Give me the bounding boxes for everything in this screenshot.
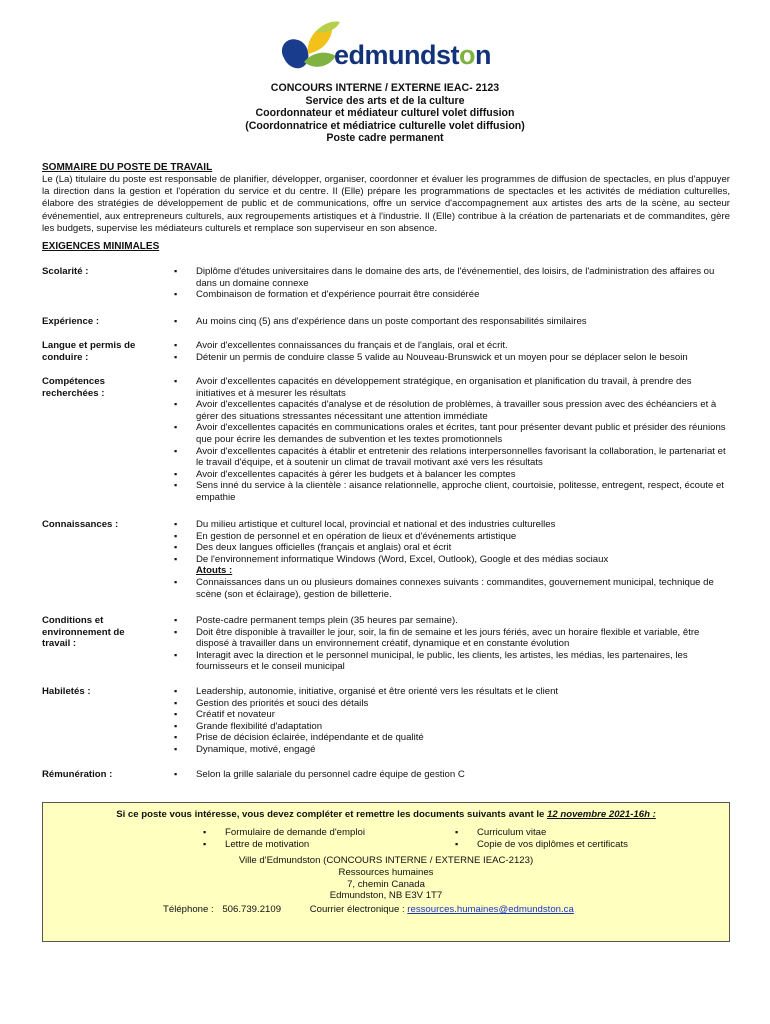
application-deadline: 12 novembre 2021-16h : — [547, 809, 656, 820]
req-list — [174, 316, 732, 328]
documents-list-left — [203, 827, 365, 851]
phone-number: 506.739.2109 — [222, 904, 282, 915]
list-item: ▪ Diplôme d'études universitaires dans le domaine des arts, de l'événementiel, des loisirs, de l'administration des affaires ou dans un domaine connexe — [174, 266, 732, 289]
address-line: Edmundston, NB E3V 1T7 — [329, 890, 443, 902]
req-label: Rémunération : — [42, 769, 113, 780]
position-title-feminine: (Coordonnatrice et médiatrice culturelle volet diffusion) — [245, 119, 525, 132]
address-line: Ville d'Edmundston (CONCOURS INTERNE / EXTERNE IEAC-2123) — [238, 855, 534, 866]
list-item: ▪ Lettre de motivation — [203, 839, 365, 851]
list-item: ▪ Des deux langues officielles (français et anglais) oral et écrit — [174, 542, 732, 554]
application-intro: Si ce poste vous intéresse, vous devez compléter et remettre les documents suivants avant le — [116, 809, 548, 820]
mailing-address — [43, 855, 729, 902]
requirements-title: EXIGENCES MINIMALES — [42, 241, 160, 252]
edmundston-logo — [276, 18, 491, 80]
list-item: ▪ Connaissances dans un ou plusieurs domaines connexes suivants : commandites, gouvernement municipal, technique de scène (son et éclairage), gestion de billetterie. — [174, 577, 732, 600]
application-instructions — [43, 809, 729, 821]
list-item: ▪ Dynamique, motivé, engagé — [174, 744, 732, 756]
phone-label: Téléphone : — [163, 904, 214, 915]
application-box — [42, 802, 730, 942]
list-item: ▪ Avoir d'excellentes capacités en communications orales et écrites, tant pour présenter devant public et présider des réunions que pour écrire les demandes de subvention et les textes promotionnels — [174, 422, 732, 445]
list-item: ▪ Selon la grille salariale du personnel cadre équipe de gestion C — [174, 769, 732, 781]
list-item: ▪ Copie de vos diplômes et certificats — [455, 839, 628, 851]
list-item: ▪ Avoir d'excellentes capacités à établir et entretenir des relations interpersonnelles favorisant la collaboration, le partenariat et le travail d'équipe, et à soutenir un climat de travail motivant axé vers les résultats — [174, 446, 732, 469]
competition-title: CONCOURS INTERNE / EXTERNE IEAC- 2123 — [270, 82, 500, 94]
req-list — [174, 266, 732, 301]
list-item: ▪ Avoir d'excellentes capacités d'analyse et de résolution de problèmes, à travailler sous pression avec des échéanciers et à gérer des situations stressantes nécessitant une attention immédiate — [174, 399, 732, 422]
list-item: ▪ Formulaire de demande d'emploi — [203, 827, 365, 839]
req-label: Connaissances : — [42, 519, 119, 530]
req-label: Conditions et environnement de travail : — [42, 615, 125, 650]
list-item: ▪ Interagit avec la direction et le personnel municipal, le public, les clients, les artistes, les médias, les partenaires, les fournisseurs et le conseil municipal — [174, 650, 732, 673]
req-label: Scolarité : — [42, 266, 89, 277]
list-item: ▪ Avoir d'excellentes connaissances du français et de l'anglais, oral et écrit. — [174, 340, 732, 352]
list-item: ▪ Au moins cinq (5) ans d'expérience dans un poste comportant des responsabilités similaires — [174, 316, 732, 328]
req-label: Expérience : — [42, 316, 100, 327]
req-label: Langue et permis de conduire : — [42, 340, 136, 363]
list-item: ▪ Grande flexibilité d'adaptation — [174, 721, 732, 733]
list-item: ▪ Curriculum vitae — [455, 827, 628, 839]
list-item: ▪ Combinaison de formation et d'expérience pourrait être considérée — [174, 289, 732, 301]
address-line: Ressources humaines — [338, 866, 434, 878]
req-list — [174, 615, 732, 673]
documents-list-right — [455, 827, 628, 851]
req-list — [174, 376, 732, 504]
list-item: ▪ Gestion des priorités et souci des détails — [174, 698, 732, 710]
list-item: ▪ Poste-cadre permanent temps plein (35 heures par semaine). — [174, 615, 732, 627]
req-list — [174, 769, 732, 781]
position-type: Poste cadre permanent — [326, 132, 444, 145]
list-item: ▪ En gestion de personnel et en opération de lieux et d'événements artistique — [174, 531, 732, 543]
list-item: ▪ Avoir d'excellentes capacités à gérer les budgets et à balancer les comptes — [174, 469, 732, 481]
list-item: ▪ Créatif et novateur — [174, 709, 732, 721]
service-name: Service des arts et de la culture — [305, 94, 465, 107]
position-title: Coordonnateur et médiateur culturel volet diffusion — [255, 107, 515, 120]
summary-title: SOMMAIRE DU POSTE DE TRAVAIL — [42, 162, 213, 173]
req-list — [174, 519, 732, 600]
list-item: ▪ Sens inné du service à la clientèle : aisance relationnelle, approche client, courtoisie, politesse, entregent, respect, écoute et empathie — [174, 480, 732, 503]
posting-header — [0, 82, 770, 145]
logo-wordmark: edmundston — [334, 40, 492, 70]
list-item: ▪ De l'environnement informatique Windows (Word, Excel, Outlook), Google et des médias sociaux — [174, 554, 732, 566]
list-item: ▪ Détenir un permis de conduire classe 5 valide au Nouveau-Brunswick et un moyen pour se déplacer selon le besoin — [174, 352, 732, 364]
list-item: ▪ Avoir d'excellentes capacités en développement stratégique, en organisation et planification du travail, à prendre des initiatives et à mesurer les résultats — [174, 376, 732, 399]
contact-line — [163, 904, 574, 916]
list-item: ▪ Prise de décision éclairée, indépendante et de qualité — [174, 732, 732, 744]
req-list — [174, 340, 732, 363]
list-item: ▪ Du milieu artistique et culturel local, provincial et national et des industries culturelles — [174, 519, 732, 531]
address-line: 7, chemin Canada — [347, 878, 425, 890]
email-label: Courrier électronique : — [309, 904, 405, 915]
atouts-label: Atouts : — [196, 565, 233, 577]
atouts-heading — [174, 565, 732, 577]
email-link[interactable]: ressources.humaines@edmundston.ca — [407, 904, 574, 915]
req-list — [174, 686, 732, 756]
list-item: ▪ Doit être disponible à travailler le jour, soir, la fin de semaine et les jours fériés, avec un horaire flexible et variable, être disposé à travailler dans un environnement créatif, dynamique et en constante évolution — [174, 627, 732, 650]
summary-text: Le (La) titulaire du poste est responsable de planifier, développer, organiser, coordonner et évaluer les programmes de diffusion de spectacles, en plus d'appuyer la direction dans la gestion et l'opération du service et du centre. Il (Elle) prépare les programmations de spectacles et les activités de médiation culturelles, élabore des stratégies de développement de public et de communications, offre un service d'accompagnement aux artistes des arts de la scène, au secteur événementiel, aux entrepreneurs culturels, aux regroupements artistiques et à l'industrie. Il (Elle) contribue à la création de partenariats et de commandites, gère les budgets, supervise les médiateurs culturels et remplace son superviseur en son absence. — [42, 174, 730, 234]
list-item: ▪ Leadership, autonomie, initiative, organisé et être orienté vers les résultats et le client — [174, 686, 732, 698]
req-label: Habiletés : — [42, 686, 91, 697]
req-label: Compétences recherchées : — [42, 376, 105, 399]
